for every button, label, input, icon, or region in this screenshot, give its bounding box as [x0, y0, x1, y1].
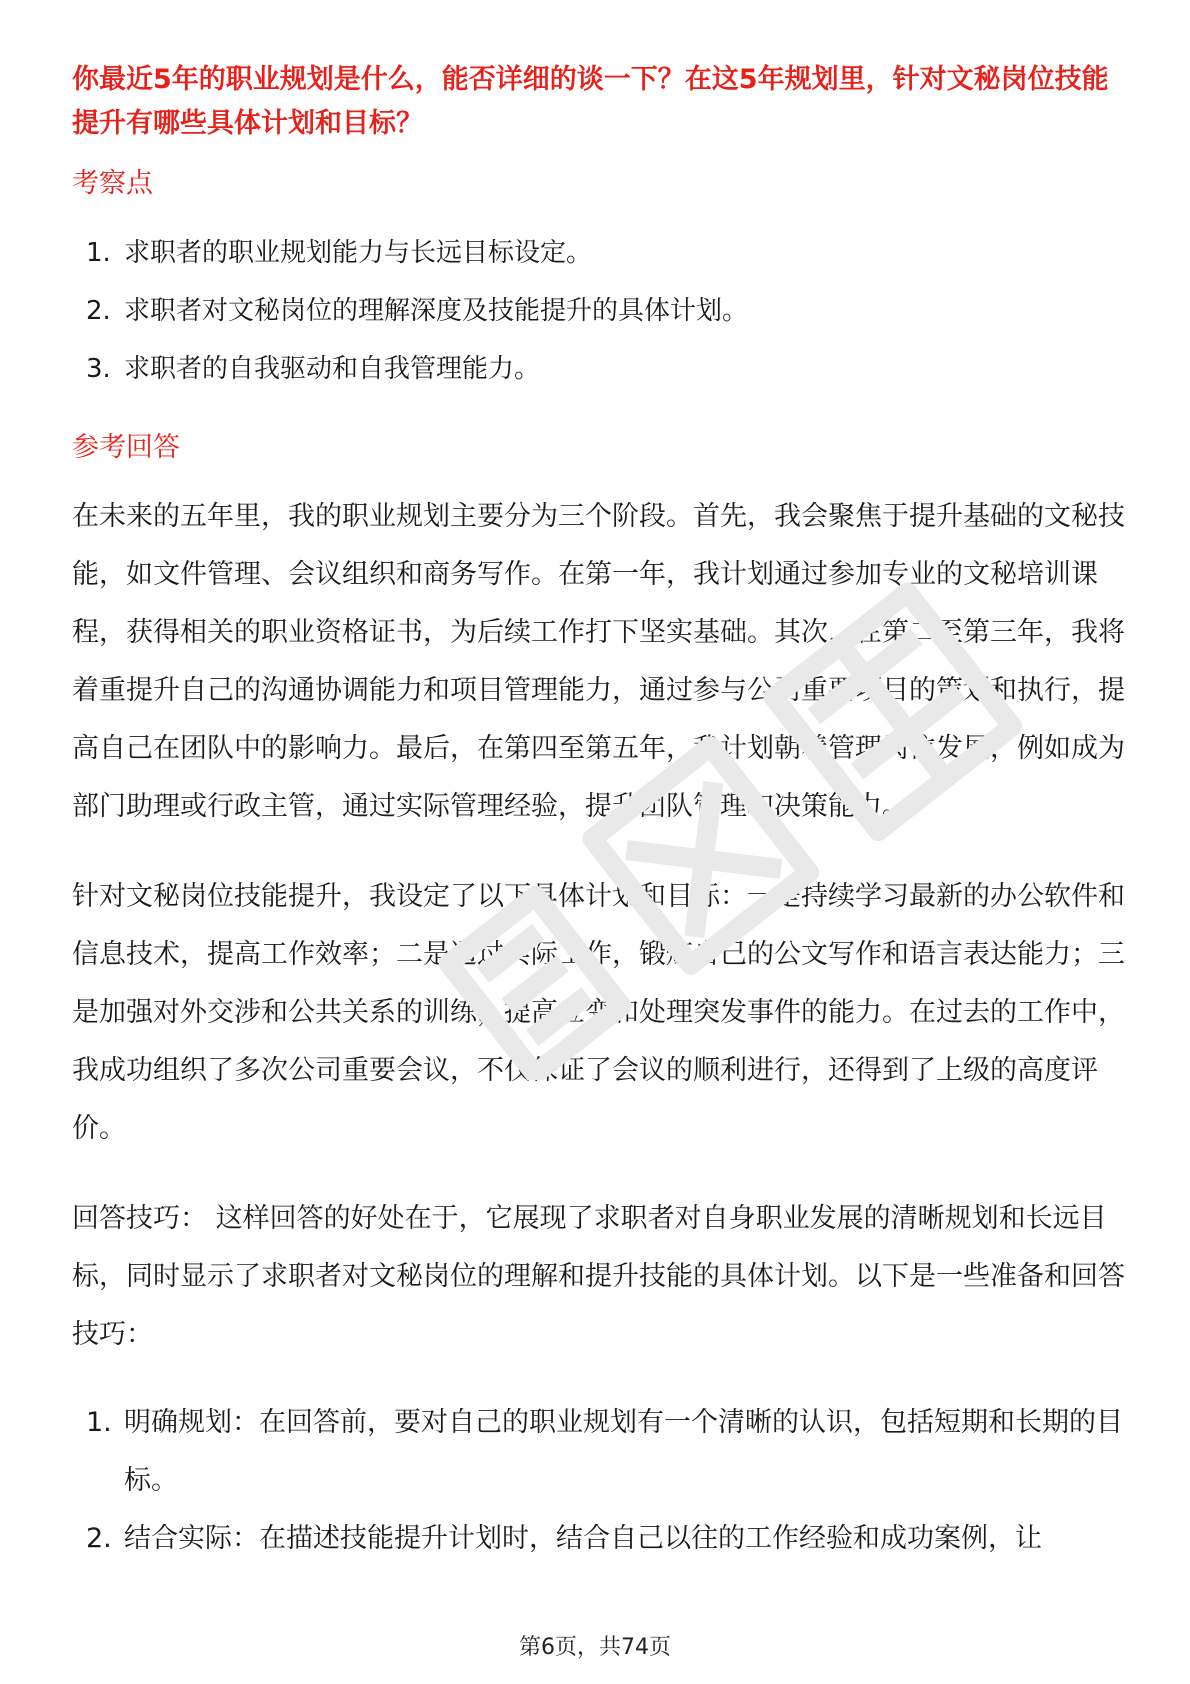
list-text: 求职者对文秘岗位的理解深度及技能提升的具体计划。: [124, 296, 749, 326]
tips-list: [72, 1394, 1130, 1568]
list-text: 求职者的职业规划能力与长远目标设定。: [124, 238, 593, 268]
answer-tips-intro: 回答技巧： 这样回答的好处在于，它展现了求职者对自身职业发展的清晰规划和长远目标，同时显示了求职者对文秘岗位的理解和提升技能的具体计划。以下是一些准备和回答技巧：: [72, 1203, 1125, 1350]
list-item: [72, 340, 1130, 398]
list-item: [72, 282, 1130, 340]
list-text: 结合实际：在描述技能提升计划时，结合自己以往的工作经验和成功案例，让: [124, 1523, 1042, 1554]
question-heading: 你最近5年的职业规划是什么，能否详细的谈一下？在这5年规划里，针对文秘岗位技能提升有哪些具体计划和目标？: [72, 64, 1109, 139]
answer-paragraph: 针对文秘岗位技能提升，我设定了以下具体计划和目标：一是持续学习最新的办公软件和信息技术，提高工作效率；二是通过实际工作，锻炼自己的公文写作和语言表达能力；三是加强对外交涉和公共关系的训练，提高应变和处理突发事件的能力。在过去的工作中，我成功组织了多次公司重要会议，不仅保证了会议的顺利进行，还得到了上级的高度评价。: [72, 881, 1125, 1144]
list-text: 明确规划：在回答前，要对自己的职业规划有一个清晰的认识，包括短期和长期的目标。: [124, 1407, 1123, 1496]
list-item: [72, 1394, 1130, 1510]
list-item: [72, 1510, 1130, 1568]
list-item: [72, 224, 1130, 282]
list-number: 1.: [86, 238, 111, 268]
list-number: 3.: [86, 354, 111, 384]
page-footer: 第6页，共74页: [519, 1635, 671, 1660]
examination-list: [72, 224, 1130, 398]
answer-title: 参考回答: [72, 432, 180, 463]
examination-title: 考察点: [72, 168, 153, 199]
list-text: 求职者的自我驱动和自我管理能力。: [124, 354, 541, 384]
list-number: 2.: [86, 1523, 112, 1554]
list-number: 2.: [86, 296, 111, 326]
document-page: [72, 58, 1130, 1568]
answer-paragraph: 在未来的五年里，我的职业规划主要分为三个阶段。首先，我会聚焦于提升基础的文秘技能，如文件管理、会议组织和商务写作。在第一年，我计划通过参加专业的文秘培训课程，获得相关的职业资格证书，为后续工作打下坚实基础。其次，在第二至第三年，我将着重提升自己的沟通协调能力和项目管理能力，通过参与公司重要项目的策划和执行，提高自己在团队中的影响力。最后，在第四至第五年，我计划朝着管理岗位发展，例如成为部门助理或行政主管，通过实际管理经验，提升团队管理和决策能力。: [72, 501, 1125, 822]
list-number: 1.: [86, 1407, 112, 1438]
